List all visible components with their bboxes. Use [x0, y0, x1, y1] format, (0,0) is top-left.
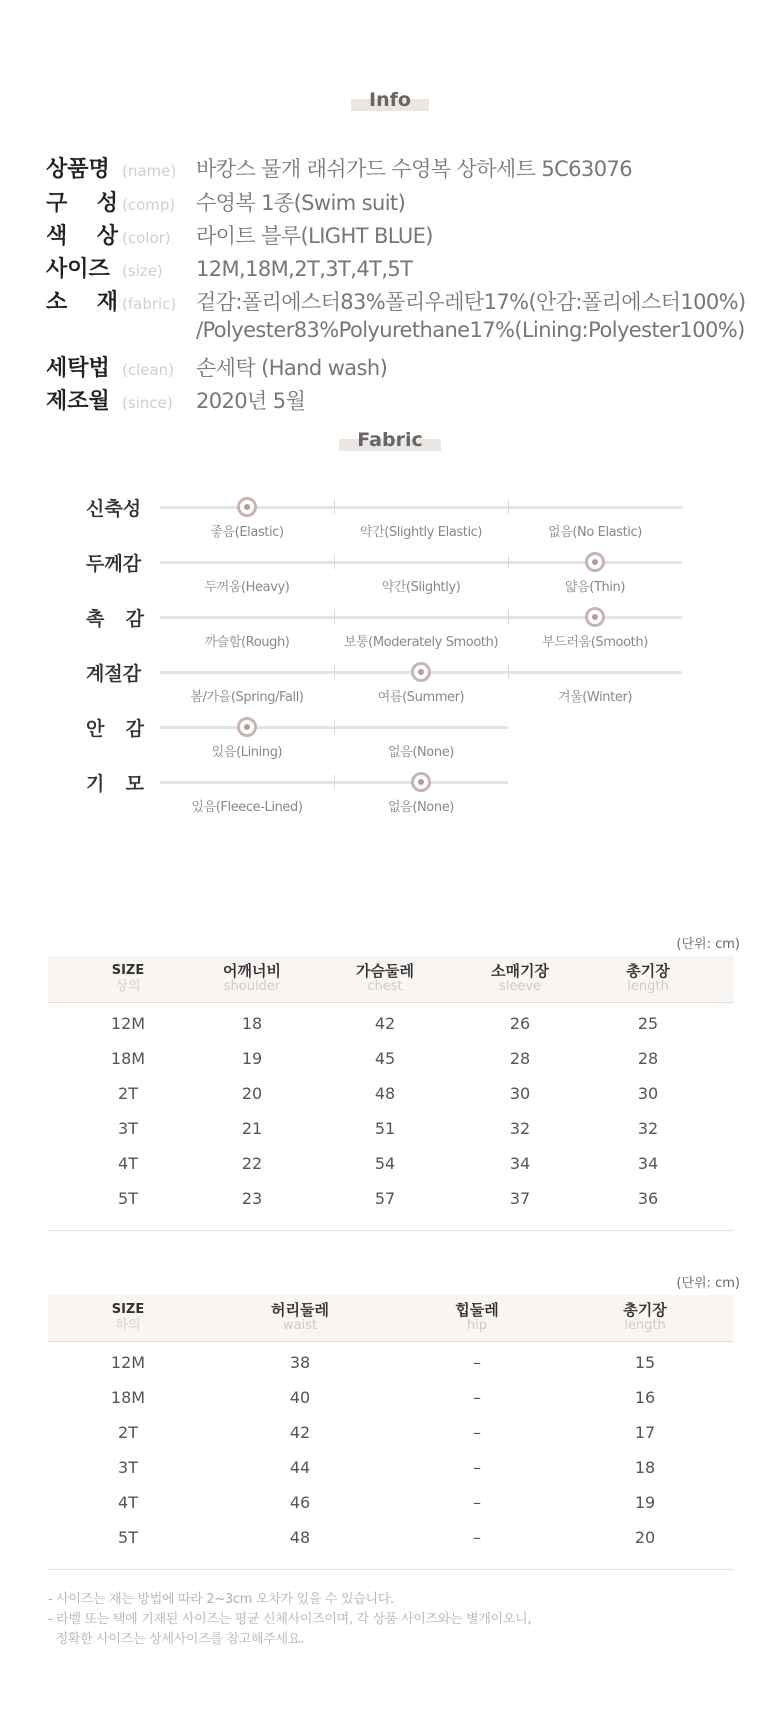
info-key-en: (fabric): [122, 295, 177, 313]
table-cell: 48: [289, 1528, 311, 1547]
table-cell: 18: [634, 1458, 656, 1477]
info-key-en: (color): [122, 229, 171, 247]
header-sublabel: sleeve: [498, 979, 542, 994]
header-sublabel: hip: [466, 1318, 488, 1333]
info-value: 라이트 블루(LIGHT BLUE): [196, 224, 433, 248]
table-cell: 32: [637, 1119, 659, 1138]
table-cell: 32: [509, 1119, 531, 1138]
fabric-option: 얇음(Thin): [564, 580, 626, 595]
table-cell: 20: [241, 1084, 263, 1103]
table-cell: 51: [374, 1119, 396, 1138]
fabric-scale-tick: [508, 610, 509, 624]
header-sublabel: shoulder: [223, 979, 281, 994]
table-cell: 5T: [118, 1189, 138, 1208]
table-cell: –: [473, 1528, 481, 1547]
fabric-scale-tick: [334, 610, 335, 624]
size-notes: [48, 1590, 531, 1650]
fabric-section-title: Fabric: [0, 428, 780, 452]
table-cell: 23: [241, 1189, 263, 1208]
info-key-en: (name): [122, 162, 177, 180]
table-cell: 4T: [118, 1154, 138, 1173]
info-key: 사이즈: [46, 257, 110, 282]
table-cell: –: [473, 1388, 481, 1407]
info-key-en: (size): [122, 262, 163, 280]
info-key: 소 재: [46, 290, 118, 315]
note-line: - 라벨 또는 택에 기재된 사이즈는 평균 신체사이즈이며, 각 상품 사이즈와는 별개이오니,: [48, 1612, 532, 1627]
fabric-selected-marker: [585, 552, 605, 572]
table-cell: 16: [634, 1388, 656, 1407]
table-cell: 34: [509, 1154, 531, 1173]
info-value: 겉감:폴리에스터83%폴리우레탄17%(안감:폴리에스터100%): [196, 290, 746, 314]
table-cell: 25: [637, 1014, 659, 1033]
info-value: /Polyester83%Polyurethane17%(Lining:Polyester100%): [196, 318, 745, 342]
header-label: 힙둘레: [455, 1301, 499, 1319]
header-cell: [585, 1301, 705, 1333]
fabric-row-label: 안 감: [86, 718, 144, 740]
fabric-option: 봄/가을(Spring/Fall): [190, 690, 304, 705]
header-cell: [460, 962, 580, 994]
fabric-row-label: 계절감: [86, 663, 142, 685]
info-row: [46, 152, 632, 186]
table-cell: 34: [637, 1154, 659, 1173]
info-section-title: Info: [0, 88, 780, 112]
fabric-option: 까슬함(Rough): [204, 635, 290, 650]
table-cell: 48: [374, 1084, 396, 1103]
table-cell: 12M: [110, 1353, 146, 1372]
table-cell: 3T: [118, 1119, 138, 1138]
header-cell: [325, 962, 445, 994]
table-cell: 42: [374, 1014, 396, 1033]
fabric-option: 여름(Summer): [377, 690, 465, 705]
info-value: 손세탁 (Hand wash): [196, 356, 388, 380]
table-cell: 2T: [118, 1423, 138, 1442]
fabric-scale-tick: [334, 500, 335, 514]
table-cell: 54: [374, 1154, 396, 1173]
fabric-option: 없음(No Elastic): [548, 525, 642, 540]
fabric-scale-tick: [334, 555, 335, 569]
info-key: 세탁법: [46, 356, 110, 381]
table-cell: 30: [509, 1084, 531, 1103]
fabric-selected-marker: [237, 497, 257, 517]
table-cell: 4T: [118, 1493, 138, 1512]
info-value: 12M,18M,2T,3T,4T,5T: [196, 257, 413, 281]
fabric-selected-marker: [585, 607, 605, 627]
table-cell: 20: [634, 1528, 656, 1547]
table-cell: 3T: [118, 1458, 138, 1477]
info-key-en: (clean): [122, 361, 175, 379]
table-cell: 12M: [110, 1014, 146, 1033]
table-cell: 22: [241, 1154, 263, 1173]
table-cell: 18M: [110, 1049, 146, 1068]
table-cell: 15: [634, 1353, 656, 1372]
header-label: 총기장: [626, 962, 670, 980]
info-row: [46, 252, 412, 286]
header-label: 어깨너비: [223, 962, 281, 980]
header-sublabel: length: [627, 979, 669, 994]
fabric-option: 있음(Lining): [211, 745, 283, 760]
info-row: [46, 351, 387, 385]
info-value: 수영복 1종(Swim suit): [196, 191, 406, 215]
info-value: 바캉스 물개 래쉬가드 수영복 상하세트 5C63076: [196, 157, 632, 181]
fabric-option: 겨울(Winter): [557, 690, 633, 705]
info-key: 색 상: [46, 224, 118, 249]
fabric-option: 부드러움(Smooth): [542, 635, 648, 650]
header-sublabel: length: [624, 1318, 666, 1333]
header-sublabel: 상의: [115, 979, 141, 994]
header-label: SIZE: [111, 1302, 145, 1317]
fabric-option: 없음(None): [388, 745, 454, 760]
header-label: 총기장: [623, 1301, 667, 1319]
table-cell: –: [473, 1423, 481, 1442]
fabric-scale-tick: [334, 775, 335, 789]
table-cell: 38: [289, 1353, 311, 1372]
table-cell: 2T: [118, 1084, 138, 1103]
fabric-row-label: 신축성: [86, 498, 142, 520]
fabric-scale-tick: [508, 500, 509, 514]
fabric-option: 좋음(Elastic): [210, 525, 284, 540]
table-cell: 5T: [118, 1528, 138, 1547]
fabric-scale-tick: [334, 665, 335, 679]
table-cell: 26: [509, 1014, 531, 1033]
fabric-scale-tick: [508, 555, 509, 569]
table-cell: 40: [289, 1388, 311, 1407]
info-row-continued: [196, 318, 745, 352]
fabric-option: 약간(Slightly Elastic): [359, 525, 483, 540]
fabric-selected-marker: [411, 772, 431, 792]
fabric-row-label: 두께감: [86, 553, 142, 575]
unit-label: (단위: cm): [676, 1276, 740, 1291]
table-cell: 42: [289, 1423, 311, 1442]
table-bottom-line: [48, 1569, 734, 1570]
table-cell: 17: [634, 1423, 656, 1442]
header-cell: [240, 1301, 360, 1333]
info-key: 구 성: [46, 191, 118, 216]
header-sublabel: chest: [367, 979, 403, 994]
table-cell: 19: [241, 1049, 263, 1068]
fabric-row-label: 기 모: [86, 773, 144, 795]
table-cell: 57: [374, 1189, 396, 1208]
fabric-selected-marker: [237, 717, 257, 737]
table-cell: 36: [637, 1189, 659, 1208]
fabric-option: 두꺼움(Heavy): [204, 580, 290, 595]
header-cell: [192, 962, 312, 994]
header-label: 소매기장: [491, 962, 549, 980]
fabric-scale-tick: [508, 665, 509, 679]
table-cell: 19: [634, 1493, 656, 1512]
table-bottom-line: [48, 1230, 734, 1231]
unit-label: (단위: cm): [676, 937, 740, 952]
table-cell: 18: [241, 1014, 263, 1033]
fabric-option: 있음(Fleece-Lined): [191, 800, 303, 815]
header-sublabel: 하의: [115, 1318, 141, 1333]
info-row: [46, 285, 746, 319]
table-cell: 28: [637, 1049, 659, 1068]
fabric-selected-marker: [411, 662, 431, 682]
info-key: 제조월: [46, 389, 110, 414]
info-value: 2020년 5월: [196, 389, 306, 413]
table-cell: 28: [509, 1049, 531, 1068]
note-line: 정확한 사이즈는 상세사이즈를 참고해주세요.: [48, 1632, 304, 1647]
info-key-en: (comp): [122, 196, 176, 214]
table-cell: –: [473, 1458, 481, 1477]
header-label: 허리둘레: [271, 1301, 329, 1319]
fabric-option: 약간(Slightly): [381, 580, 461, 595]
header-cell: [588, 962, 708, 994]
table-cell: 18M: [110, 1388, 146, 1407]
table-cell: –: [473, 1493, 481, 1512]
table-cell: 30: [637, 1084, 659, 1103]
info-key: 상품명: [46, 157, 110, 182]
info-row: [46, 219, 433, 253]
header-label: SIZE: [111, 963, 145, 978]
table-cell: 45: [374, 1049, 396, 1068]
fabric-row-label: 촉 감: [86, 608, 144, 630]
table-cell: 46: [289, 1493, 311, 1512]
table-cell: 21: [241, 1119, 263, 1138]
table-cell: –: [473, 1353, 481, 1372]
header-sublabel: waist: [282, 1318, 318, 1333]
header-cell: [68, 962, 188, 994]
info-row: [46, 384, 305, 418]
fabric-option: 없음(None): [388, 800, 454, 815]
table-cell: 37: [509, 1189, 531, 1208]
header-label: 가슴둘레: [356, 962, 414, 980]
table-cell: 44: [289, 1458, 311, 1477]
info-row: [46, 186, 405, 220]
note-line: - 사이즈는 재는 방법에 따라 2~3cm 오차가 있을 수 있습니다.: [48, 1592, 394, 1607]
header-cell: [417, 1301, 537, 1333]
fabric-scale-tick: [334, 720, 335, 734]
header-cell: [68, 1301, 188, 1333]
fabric-option: 보통(Moderately Smooth): [343, 635, 499, 650]
info-key-en: (since): [122, 394, 173, 412]
